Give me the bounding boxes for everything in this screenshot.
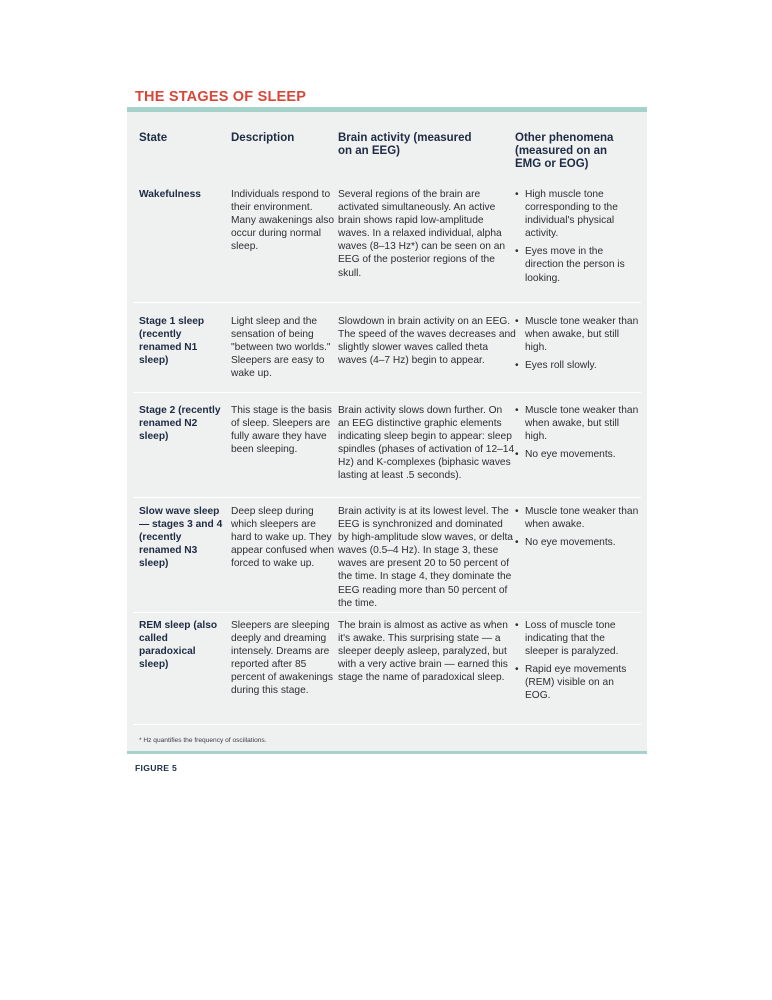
row-brain-activity: Brain activity is at its lowest level. The EEG is synchronized and dominated by high-amplitude slow waves, or delta waves (0.5–4 Hz). In stage 3, these waves are present 20 to 50 percent of the time. In stage 4, they dominate the EEG reading more than 50 percent of the time. [338,506,513,609]
row-state: Stage 2 (recently renamed N2 sleep) [139,405,221,443]
sleep-stages-table [127,107,647,754]
row-description: This stage is the basis of sleep. Sleepers are fully aware they have been sleeping. [231,405,332,456]
list-item: • Loss of muscle tone indicating that the sleeper is paralyzed. [515,619,639,658]
row-state: REM sleep (also called paradoxical sleep) [139,620,218,671]
row-state: Stage 1 sleep (recently renamed N1 sleep) [139,316,205,367]
figure-title: THE STAGES OF SLEEP [135,89,307,105]
row-description: Individuals respond to their environment. Many awakenings also occur during normal sleep. [231,189,335,253]
row-divider [133,724,641,725]
list-item: • Muscle tone weaker than when awake, but still high. [515,404,639,443]
list-item: • No eye movements. [515,448,639,461]
list-item: • Eyes move in the direction the person is looking. [515,245,639,284]
row-divider [133,497,641,498]
list-item: • Rapid eye movements (REM) visible on an EOG. [515,663,639,702]
list-item: • Muscle tone weaker than when awake, but still high. [515,315,639,354]
list-item: • High muscle tone corresponding to the individual's physical activity. [515,188,639,240]
row-other-phenomena [515,619,639,708]
row-divider [133,392,641,393]
header-description: Description [231,132,295,144]
row-state: Wakefulness [139,189,201,200]
figure-label: FIGURE 5 [135,763,178,773]
header-state: State [139,132,168,144]
row-other-phenomena [515,315,639,377]
list-item: • No eye movements. [515,536,639,549]
row-description: Sleepers are sleeping deeply and dreaming intensely. Dreams are reported after 85 percent of awakenings during this stage. [231,620,333,697]
row-other-phenomena [515,505,639,554]
list-item: • Eyes roll slowly. [515,359,639,372]
row-brain-activity: The brain is almost as active as when it's awake. This surprising state — a sleeper deeply asleep, paralyzed, but with a very active brain — earned this stage the name of paradoxical sleep. [338,620,508,684]
footnote: * Hz quantifies the frequency of oscillations. [139,737,267,744]
row-other-phenomena [515,404,639,466]
row-divider [133,302,641,303]
header-brain-activity: Brain activity (measured on an EEG) [338,132,472,157]
row-description: Light sleep and the sensation of being "between two worlds." Sleepers are easy to wake up. [231,316,331,380]
row-brain-activity: Brain activity slows down further. On an EEG distinctive graphic elements indicating sleep begin to appear: sleep spindles (phases of activation of 12–14 Hz) and K-complexes (biphasic waves lasting at least .5 seconds). [338,405,515,482]
row-state: Slow wave sleep — stages 3 and 4 (recently renamed N3 sleep) [139,506,223,570]
list-item: • Muscle tone weaker than when awake. [515,505,639,531]
row-brain-activity: Several regions of the brain are activated simultaneously. An active brain shows rapid low-amplitude waves. In a relaxed individual, alpha waves (8–13 Hz*) can be seen on an EEG of the posterior regions of the skull. [338,189,506,279]
header-other-phenomena: Other phenomena (measured on an EMG or EOG) [515,132,614,170]
row-brain-activity: Slowdown in brain activity on an EEG. The speed of the waves decreases and slightly slower waves called theta waves (4–7 Hz) begin to appear. [338,316,516,367]
row-description: Deep sleep during which sleepers are hard to wake up. They appear confused when forced to wake up. [231,506,335,570]
row-divider [133,612,641,613]
row-other-phenomena [515,188,639,290]
